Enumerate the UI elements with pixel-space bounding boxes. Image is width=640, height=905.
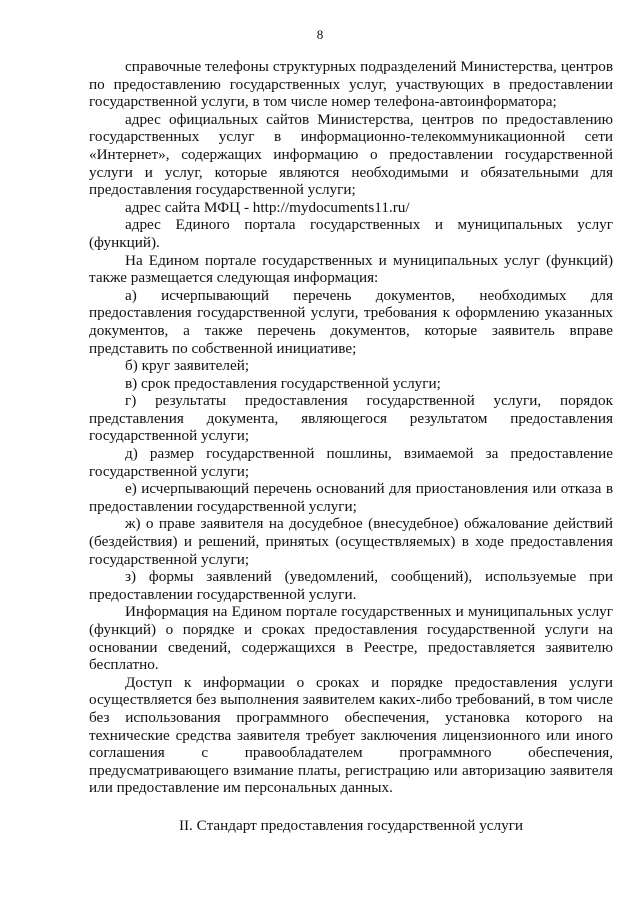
list-item-g: г) результаты предоставления государственной услуги, порядок представления документа, являющегося результатом предоставления государственной услуги; xyxy=(89,392,613,445)
page-number: 8 xyxy=(316,27,324,42)
list-item-z: з) формы заявлений (уведомлений, сообщений), используемые при предоставлении государственной услуги. xyxy=(89,568,613,603)
paragraph-unified-portal-address: адрес Единого портала государственных и муниципальных услуг (функций). xyxy=(89,216,613,251)
list-item-zh: ж) о праве заявителя на досудебное (внесудебное) обжалование действий (бездействия) и решений, принятых (осуществляемых) в ходе предоставления государственной услуги; xyxy=(89,515,613,568)
list-item-e: е) исчерпывающий перечень оснований для приостановления или отказа в предоставлении государственной услуги; xyxy=(89,480,613,515)
paragraph-mfc-site: адрес сайта МФЦ - http://mydocuments11.ru/ xyxy=(125,198,410,216)
section-heading: II. Стандарт предоставления государственной услуги xyxy=(178,817,524,834)
list-item-a: а) исчерпывающий перечень документов, необходимых для предоставления государственной услуги, требования к оформлению указанных документов, а также перечень документов, которые заявитель вправе представить по собственной инициативе; xyxy=(89,286,613,357)
paragraph-official-sites: адрес официальных сайтов Министерства, центров по предоставлению государственных услуг в информационно-телекоммуникационной сети «Интернет», содержащих информацию о предоставлении государственной услуги и услуг, которые являются необходимыми и обязательными для предоставления государственной услуги; xyxy=(89,110,613,199)
paragraph-portal-info-free: Информация на Едином портале государственных и муниципальных услуг (функций) о порядке и сроках предоставления государственной услуги на основании сведений, содержащихся в Реестре, предоставляется заявителю бесплатно. xyxy=(89,603,613,674)
list-item-d: д) размер государственной пошлины, взимаемой за предоставление государственной услуги; xyxy=(89,445,613,480)
paragraph-access-info: Доступ к информации о сроках и порядке предоставления услуги осуществляется без выполнения заявителем каких-либо требований, в том числе без использования программного обеспечения, установка которого на технические средства заявителя требует заключения лицензионного или иного соглашения с правообладателем программного обеспечения, предусматривающего взимание платы, регистрацию или авторизацию заявителя или предоставление им персональных данных. xyxy=(89,673,613,797)
document-body xyxy=(89,58,613,797)
list-item-v: в) срок предоставления государственной услуги; xyxy=(125,374,441,392)
list-item-b: б) круг заявителей; xyxy=(125,357,250,375)
paragraph-portal-info-intro: На Едином портале государственных и муниципальных услуг (функций) также размещается следующая информация: xyxy=(89,251,613,287)
paragraph-reference-phones: справочные телефоны структурных подразделений Министерства, центров по предоставлению государственных услуг, участвующих в предоставлении государственной услуги, в том числе номер телефона-автоинформатора; xyxy=(89,58,613,111)
